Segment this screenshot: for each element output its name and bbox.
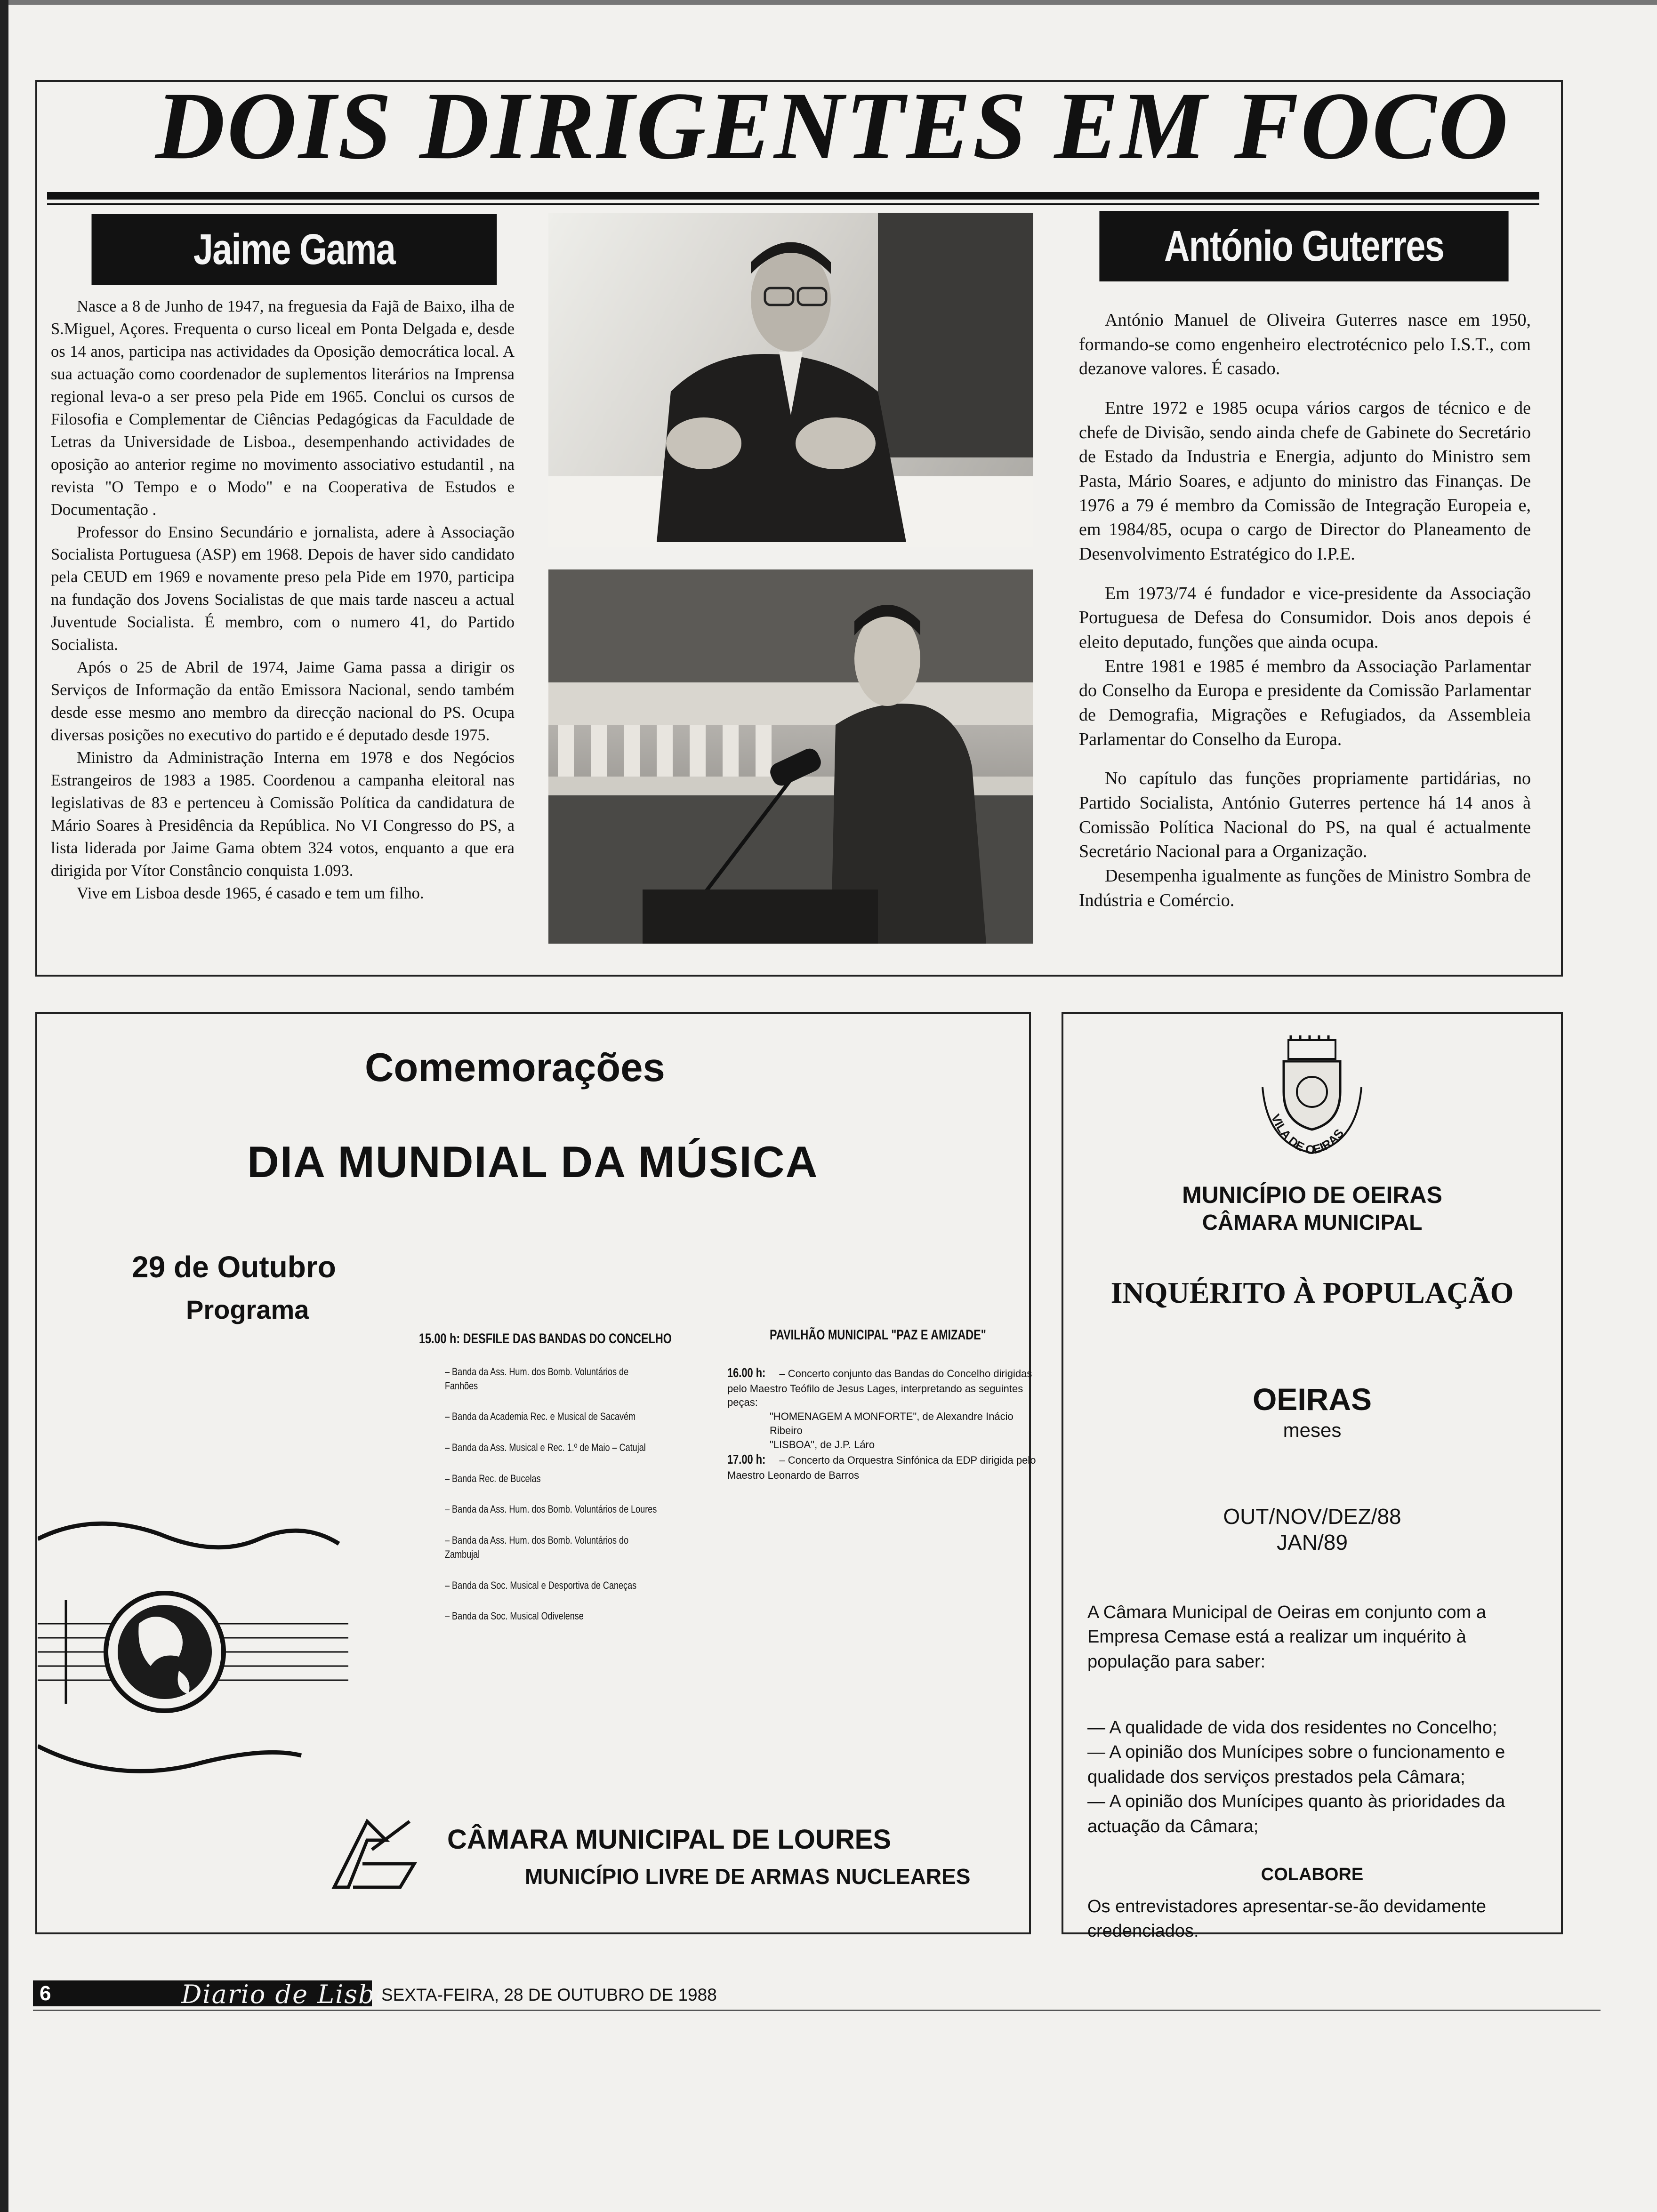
concert-1 bbox=[727, 1364, 1047, 1451]
photo-jaime-gama-drawing bbox=[548, 213, 1033, 547]
bandas-list bbox=[445, 1365, 708, 1640]
photo-jaime-gama bbox=[548, 213, 1033, 547]
periodo-line: OUT/NOV/DEZ/88 bbox=[1223, 1504, 1401, 1529]
concert-text: – Concerto da Orquestra Sinfónica da EDP dirigida pelo Maestro Leonardo de Barros bbox=[727, 1454, 1036, 1481]
headline: DOIS DIRIGENTES EM FOCO bbox=[155, 72, 1510, 179]
page-left-edge bbox=[0, 0, 8, 2212]
photo-antonio-guterres-drawing bbox=[548, 569, 1033, 944]
municipio-livre: MUNICÍPIO LIVRE DE ARMAS NUCLEARES bbox=[525, 1864, 971, 1889]
bio-paragraph: António Manuel de Oliveira Guterres nasce em 1950, formando-se como engenheiro electrotécnico pelo I.S.T., com dezanove valores. É casado. bbox=[1079, 310, 1531, 379]
banda-item: – Banda da Soc. Musical Odivelense bbox=[445, 1610, 584, 1622]
page-number: 6 bbox=[33, 1980, 89, 2006]
oeiras-title: OEIRAS bbox=[1252, 1382, 1372, 1417]
name-label: Jaime Gama bbox=[193, 225, 395, 273]
oeiras-list-item: — A qualidade de vida dos residentes no Concelho; bbox=[1087, 1718, 1497, 1738]
bio-paragraph: Ministro da Administração Interna em 1978 e dos Negócios Estrangeiros de 1983 a 1985. Coordenou a campanha eleitoral nas legislativas de 83 e pertenceu à Comissão Política da candidatura de Mário Soares à Presidência da República. No VI Congresso do PS, a lista liderada por Jaime Gama obtem 324 votos, enquanto a que era dirigida por Vítor Constâncio conquista 1.093. bbox=[51, 749, 515, 880]
bio-paragraph: Nasce a 8 de Junho de 1947, na freguesia da Fajã de Baixo, ilha de S.Miguel, Açores. Frequenta o curso liceal em Ponta Delgada e, desde os 14 anos, participa nas actividades da Oposição democrática local. A sua actuação como coordenador de suplementos literários na Imprensa regional leva-o a ser preso pela Pide em 1965. Conclui os cursos de Filosofia e Complementar de Ciências Pedagógicas da Faculdade de Letras da Universidade de Lisboa., desempenhando actividades de oposição ao anterior regime no movimento associativo estudantil , na revista "O Tempo e o Modo" e na Cooperativa de Estudos e Documentação . bbox=[51, 297, 515, 519]
ad-loures-programa: Programa bbox=[186, 1295, 309, 1324]
meses-label: meses bbox=[1283, 1419, 1342, 1441]
banda-item: – Banda Rec. de Bucelas bbox=[445, 1472, 541, 1484]
bio-antonio-guterres bbox=[1079, 308, 1531, 928]
photo-antonio-guterres bbox=[548, 569, 1033, 944]
loures-logo bbox=[330, 1812, 419, 1892]
footer-date: SEXTA-FEIRA, 28 DE OUTUBRO DE 1988 bbox=[381, 1985, 717, 2004]
inquerito-title: INQUÉRITO À POPULAÇÃO bbox=[1110, 1276, 1514, 1309]
oeiras-intro: A Câmara Municipal de Oeiras em conjunto com a Empresa Cemase está a realizar um inquérito à população para saber: bbox=[1087, 1603, 1486, 1672]
bio-paragraph: Entre 1981 e 1985 é membro da Associação Parlamentar do Conselho da Europa e presidente da Comissão Parlamentar de Demografia, Migrações e Refugiados, da Assembleia Parlamentar do Conselho da Europa. bbox=[1079, 656, 1531, 749]
banda-item: – Banda da Academia Rec. e Musical de Sacavém bbox=[445, 1411, 636, 1423]
colabore: COLABORE bbox=[1261, 1865, 1364, 1884]
periodo bbox=[1062, 1504, 1563, 1555]
concert-2 bbox=[727, 1451, 1047, 1482]
oeiras-crest bbox=[1248, 1035, 1375, 1162]
headline-rule bbox=[47, 192, 1539, 200]
name-bar-antonio-guterres bbox=[1099, 211, 1508, 281]
bio-paragraph: Professor do Ensino Secundário e jornalista, adere à Associação Socialista Portuguesa (ASP) em 1968. Depois de haver sido candidato pela CEUD em 1969 e novamente preso pela Pide em 1970, participa na fundação dos Jovens Socialistas de que mais tarde nasceu a actual Juventude Socialista. É membro, com o numero 41, do Partido Socialista. bbox=[51, 523, 515, 654]
name-bar-jaime-gama bbox=[92, 214, 497, 285]
oeiras-list-item: — A opinião dos Munícipes sobre o funcionamento e qualidade dos serviços prestados pela Câmara; bbox=[1087, 1742, 1505, 1787]
guitar-globe-illustration bbox=[38, 1483, 377, 1812]
oeiras-list-item: — A opinião dos Munícipes quanto às prioridades da actuação da Câmara; bbox=[1087, 1792, 1505, 1836]
banda-item: – Banda da Ass. Musical e Rec. 1.º de Maio – Catujal bbox=[445, 1442, 646, 1454]
footer-rule bbox=[33, 2010, 1601, 2011]
bio-paragraph: Entre 1972 e 1985 ocupa vários cargos de técnico e de chefe de Divisão, sendo ainda chefe de Gabinete do Secretário de Estado da Industria e Energia, adjunto do Ministro sem Pasta, Mário Soares, e adjunto do ministro das Finanças. De 1976 a 79 é membro da Comissão de Integração Europeia e, em 1984/85, ocupa o cargo de Director do Planeamento de Desenvolvimento Estratégico do I.P.E. bbox=[1079, 398, 1531, 564]
concert-time: 17.00 h: bbox=[727, 1452, 766, 1467]
concert-piece: "HOMENAGEM A MONFORTE", de Alexandre Inácio Ribeiro bbox=[770, 1411, 1014, 1436]
ad-loures-date: 29 de Outubro bbox=[132, 1250, 336, 1284]
pavilhao-heading: PAVILHÃO MUNICIPAL "PAZ E AMIZADE" bbox=[770, 1327, 986, 1343]
banda-item: – Banda da Ass. Hum. dos Bomb. Voluntários de Loures bbox=[445, 1503, 657, 1515]
banda-item: – Banda da Ass. Hum. dos Bomb. Voluntários de Fanhões bbox=[445, 1366, 629, 1392]
ad-loures-subtitle: DIA MUNDIAL DA MÚSICA bbox=[247, 1137, 819, 1186]
periodo-line: JAN/89 bbox=[1277, 1530, 1348, 1555]
banda-item: – Banda da Soc. Musical e Desportiva de Caneças bbox=[445, 1579, 637, 1591]
banda-item: – Banda da Ass. Hum. dos Bomb. Voluntários do Zambujal bbox=[445, 1534, 629, 1560]
camara-oeiras: CÂMARA MUNICIPAL bbox=[1202, 1210, 1423, 1234]
concert-time: 16.00 h: bbox=[727, 1365, 766, 1380]
municipio-oeiras: MUNICÍPIO DE OEIRAS bbox=[1182, 1182, 1442, 1208]
bio-jaime-gama bbox=[51, 296, 515, 905]
masthead: Diario de Lisboa bbox=[181, 1980, 408, 2009]
bio-paragraph: Vive em Lisboa desde 1965, é casado e tem um filho. bbox=[77, 884, 424, 902]
page-top-edge bbox=[0, 0, 1657, 5]
headline-rule-thin bbox=[47, 203, 1539, 205]
ad-loures-title: Comemorações bbox=[365, 1045, 665, 1090]
desfile-heading: 15.00 h: DESFILE DAS BANDAS DO CONCELHO bbox=[419, 1331, 672, 1346]
bio-paragraph: Desempenha igualmente as funções de Ministro Sombra de Indústria e Comércio. bbox=[1079, 866, 1531, 910]
crest-text: VILA DE OEIRAS bbox=[1268, 1112, 1347, 1157]
concert-text: – Concerto conjunto das Bandas do Concelho dirigidas pelo Maestro Teófilo de Jesus Lages, interpretando as seguintes peças: bbox=[727, 1368, 1032, 1409]
concert-piece: "LISBOA", de J.P. Láro bbox=[770, 1438, 875, 1451]
bio-paragraph: Em 1973/74 é fundador e vice-presidente da Associação Portuguesa de Defesa do Consumidor. Dois anos depois é eleito deputado, funções que ainda ocupa. bbox=[1079, 583, 1531, 652]
bio-paragraph: Após o 25 de Abril de 1974, Jaime Gama passa a dirigir os Serviços de Informação da então Emissora Nacional, sendo também desde esse mesmo ano membro da direcção nacional do PS. Ocupa diversas posições no executivo do partido e é deputado desde 1975. bbox=[51, 658, 515, 745]
camara-loures: CÂMARA MUNICIPAL DE LOURES bbox=[447, 1824, 892, 1855]
name-label: António Guterres bbox=[1164, 222, 1444, 270]
bio-paragraph: No capítulo das funções propriamente partidárias, no Partido Socialista, António Guterres pertence há 14 anos à Comissão Política Nacional do PS, na qual é actualmente Secretário Nacional para a Organização. bbox=[1079, 769, 1531, 862]
entrevistadores-note: Os entrevistadores apresentar-se-ão devidamente credenciados. bbox=[1087, 1897, 1487, 1941]
oeiras-list bbox=[1087, 1715, 1537, 1839]
